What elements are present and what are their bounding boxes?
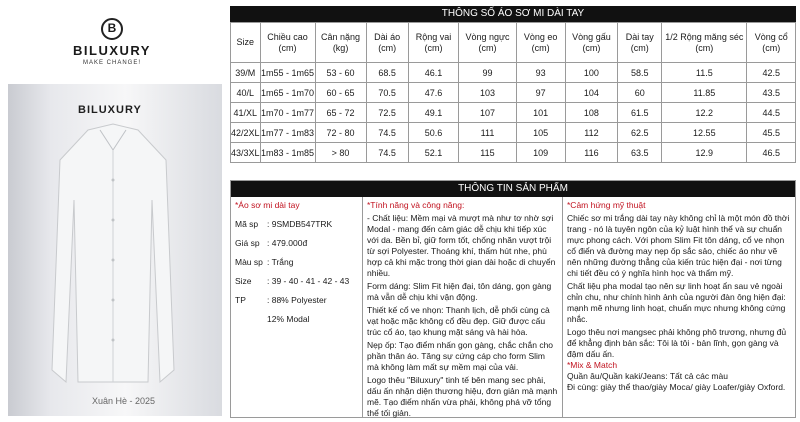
spec-cell: 42/2XL (231, 123, 261, 143)
product-field-value: : 9SMDB547TRK (267, 219, 333, 229)
spec-cell: 72 - 80 (315, 123, 366, 143)
spec-cell: 105 (516, 123, 565, 143)
inspiration-paragraph: Logo thêu nơi mangsec phải không phô trương, nhưng đủ để khẳng định bản sắc: Tôi là tôi - bản lĩnh, gọn gàng và đậm dấu ấn. (567, 327, 787, 359)
product-field-key: TP (235, 295, 246, 305)
product-field-value: : 39 - 40 - 41 - 42 - 43 (267, 276, 350, 286)
spec-cell: 40/L (231, 83, 261, 103)
spec-cell: 39/M (231, 63, 261, 83)
shirt-illustration (48, 120, 178, 390)
brand-badge-icon (101, 18, 123, 40)
spec-cell: 65 - 72 (315, 103, 366, 123)
spec-cell: 100 (565, 63, 618, 83)
spec-row (231, 103, 796, 123)
spec-cell: 111 (459, 123, 516, 143)
spec-cell: 74.5 (366, 123, 408, 143)
spec-cell: 60 (618, 83, 662, 103)
spec-cell: 63.5 (618, 143, 662, 163)
spec-header-cell: Vòng gấu (cm) (565, 23, 618, 63)
product-field-value: : 88% Polyester (267, 295, 327, 305)
brand-panel (0, 0, 228, 422)
spec-cell: 109 (516, 143, 565, 163)
product-field-key: Mã sp (235, 219, 259, 229)
spec-row (231, 83, 796, 103)
spec-cell: 12.2 (662, 103, 747, 123)
spec-title: THÔNG SỐ ÁO SƠ MI DÀI TAY (230, 6, 796, 22)
spec-cell: 1m83 - 1m85 (260, 143, 315, 163)
feature-paragraph: Form dáng: Slim Fit hiện đại, tôn dáng, gọn gàng mà vẫn dễ chịu khi vận động. (367, 281, 552, 302)
spec-row (231, 123, 796, 143)
product-field (235, 257, 358, 268)
spec-row (231, 63, 796, 83)
spec-cell: 101 (516, 103, 565, 123)
spec-cell: 11.5 (662, 63, 747, 83)
brand-tagline: MAKE CHANGE! (82, 60, 141, 66)
product-field-value: : 479.000đ (267, 238, 308, 248)
product-field-value: : Trắng (267, 257, 294, 267)
inspiration-paragraph: Chiếc sơ mi trắng dài tay này không chỉ là một món đồ thời trang - nó là tuyên ngôn của kỷ luật hình thể và sự chuẩn mực phong cách. Với phom Slim Fit tôn dáng, cổ ve nhọn cổ điển và đường may nẹp ốp sắc sảo, chiếc áo như vẽ nên những đường thẳng của kiến trúc hiện đại - nơi từng chi tiết đều có ý nghĩa hình học và thẩm mỹ. (567, 213, 790, 278)
product-field (235, 276, 358, 287)
spec-cell: 46.5 (747, 143, 796, 163)
spec-cell: 72.5 (366, 103, 408, 123)
spec-header-cell: Dài áo (cm) (366, 23, 408, 63)
spec-header-cell: Size (231, 23, 261, 63)
spec-header-row (231, 23, 796, 63)
wall-logo: BILUXURY (78, 104, 142, 116)
spec-header-cell: 1/2 Rộng măng séc (cm) (662, 23, 747, 63)
spec-cell: 107 (459, 103, 516, 123)
feature-paragraph: Nẹp ốp: Tạo điểm nhấn gọn gàng, chắc chắn cho phần thân áo. Tăng sự cứng cáp cho form Slim mà không làm mất sự mềm mại của vải. (367, 340, 554, 372)
spec-cell: 112 (565, 123, 618, 143)
spec-cell: 74.5 (366, 143, 408, 163)
product-photo (8, 84, 222, 416)
spec-cell: 11.85 (662, 83, 747, 103)
spec-header-cell: Vòng eo (cm) (516, 23, 565, 63)
feature-paragraph: Logo thêu "Biluxury" tinh tế bên mang sec phải, dấu ấn nhận diện thương hiệu, đơn giản mà mạnh mẽ. Tạo điểm nhấn vừa phải, không phá vỡ tổng thể tối giản. (367, 375, 558, 418)
spec-header-cell: Vòng ngực (cm) (459, 23, 516, 63)
spec-header-cell: Chiều cao (cm) (260, 23, 315, 63)
season-label: Xuân Hè - 2025 (92, 396, 156, 406)
spec-cell: 43/3XL (231, 143, 261, 163)
product-field (235, 238, 358, 249)
brand-name: BILUXURY (73, 43, 151, 58)
spec-cell: 108 (565, 103, 618, 123)
feature-paragraph: Thiết kế cổ ve nhọn: Thanh lịch, dễ phối cùng cà vạt hoặc mặc không cổ đều đẹp. Giữ được cấu trúc cổ áo, tạo khung mặt sáng và hài hòa. (367, 305, 550, 337)
inspiration-col (563, 197, 795, 417)
inspiration-heading: *Cảm hứng mỹ thuật (567, 200, 646, 210)
spec-cell: 97 (516, 83, 565, 103)
spec-row (231, 143, 796, 163)
spec-cell: 115 (459, 143, 516, 163)
spec-cell: 103 (459, 83, 516, 103)
spec-cell: 46.1 (408, 63, 459, 83)
product-field-key: Size (235, 276, 252, 286)
spec-cell: 99 (459, 63, 516, 83)
spec-cell: 1m77 - 1m83 (260, 123, 315, 143)
spec-header-cell: Dài tay (cm) (618, 23, 662, 63)
feature-paragraph: - Chất liệu: Mềm mại và mượt mà như tơ nhờ sợi Modal - mang đến cảm giác dễ chịu khi tiếp xúc với da. Bền bỉ, giữ form tốt, chống nhăn vượt trội từ sợi Polyester. Thoáng khí, thấm hút nhe, phù hợp cả khi mặc trong thời gian dài hoặc di chuyển nhiều. (367, 213, 556, 278)
spec-cell: 68.5 (366, 63, 408, 83)
spec-cell: 1m65 - 1m70 (260, 83, 315, 103)
features-col (363, 197, 563, 417)
spec-table (230, 6, 796, 163)
spec-cell: 1m70 - 1m77 (260, 103, 315, 123)
spec-cell: 53 - 60 (315, 63, 366, 83)
spec-cell: 12.55 (662, 123, 747, 143)
product-basic-col (231, 197, 363, 417)
spec-cell: > 80 (315, 143, 366, 163)
product-field (235, 219, 358, 230)
spec-cell: 61.5 (618, 103, 662, 123)
spec-cell: 60 - 65 (315, 83, 366, 103)
product-field-key: Giá sp (235, 238, 260, 248)
features-heading: *Tính năng và công năng: (367, 200, 465, 210)
spec-cell: 42.5 (747, 63, 796, 83)
product-field (235, 314, 358, 325)
spec-cell: 12.9 (662, 143, 747, 163)
spec-cell: 116 (565, 143, 618, 163)
spec-cell: 52.1 (408, 143, 459, 163)
product-field-value: 12% Modal (267, 314, 310, 324)
spec-cell: 45.5 (747, 123, 796, 143)
spec-cell: 58.5 (618, 63, 662, 83)
spec-cell: 104 (565, 83, 618, 103)
mix-item: Đi cùng: giày thể thao/giày Moca/ giày Loafer/giày Oxford. (567, 382, 786, 392)
spec-cell: 93 (516, 63, 565, 83)
spec-cell: 43.5 (747, 83, 796, 103)
spec-cell: 41/XL (231, 103, 261, 123)
product-name-heading: *Áo sơ mi dài tay (235, 200, 300, 210)
product-field-key: Màu sp (235, 257, 263, 267)
spec-cell: 49.1 (408, 103, 459, 123)
product-field-key (235, 314, 267, 325)
product-field (235, 295, 358, 306)
spec-header-cell: Cân nặng (kg) (315, 23, 366, 63)
spec-cell: 70.5 (366, 83, 408, 103)
spec-header-cell: Rộng vai (cm) (408, 23, 459, 63)
mix-heading: *Mix & Match (567, 360, 618, 370)
spec-cell: 44.5 (747, 103, 796, 123)
spec-cell: 47.6 (408, 83, 459, 103)
inspiration-paragraph: Chất liệu pha modal tạo nên sự linh hoạt ẩn sau vẻ ngoài chỉn chu, như chính hình ảnh của người đàn ông hiện đại: mạnh mẽ nhưng linh hoạt, chuẩn mực nhưng không cứng nhắc. (567, 281, 786, 324)
spec-cell: 62.5 (618, 123, 662, 143)
brand-logo (62, 18, 162, 66)
mix-item: Quần âu/Quần kaki/Jeans: Tất cả các màu (567, 371, 728, 381)
product-info (230, 180, 796, 418)
spec-cell: 50.6 (408, 123, 459, 143)
spec-header-cell: Vòng cổ (cm) (747, 23, 796, 63)
spec-cell: 1m55 - 1m65 (260, 63, 315, 83)
product-info-title: THÔNG TIN SẢN PHẨM (231, 181, 795, 197)
